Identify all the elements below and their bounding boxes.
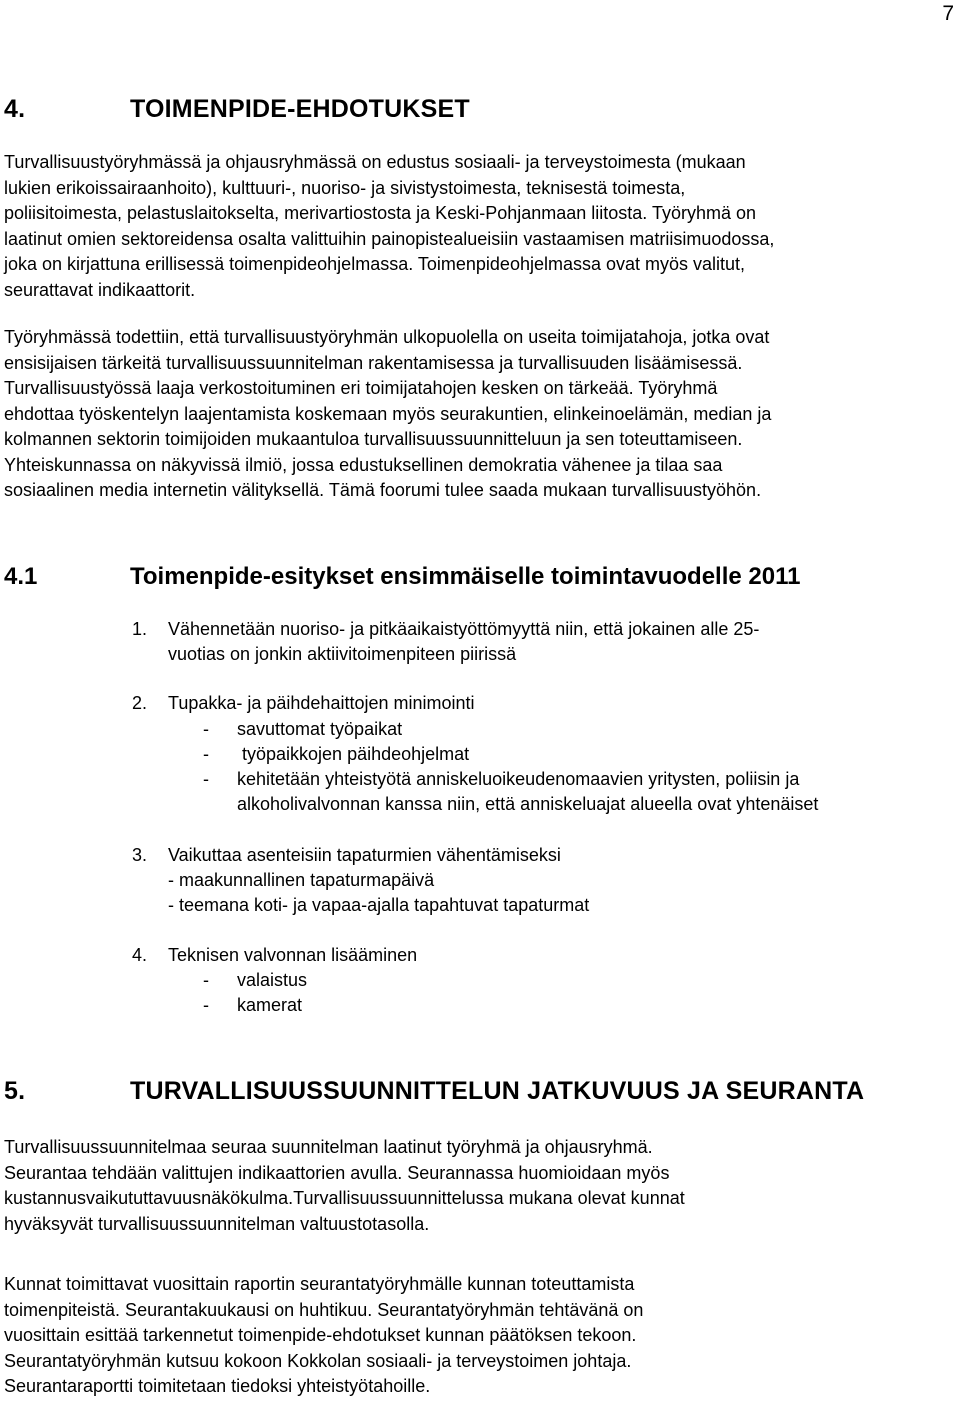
text-line: Kunnat toimittavat vuosittain raportin seurantatyöryhmälle kunnan toteuttamista <box>4 1274 635 1294</box>
sub-item-text: työpaikkojen päihdeohjelmat <box>237 744 470 764</box>
text-line: ehdottaa työskentelyn laajentamista koskemaan myös seurakuntien, elinkeinoelämän, median ja <box>4 403 772 424</box>
sub-item-text: kamerat <box>237 995 303 1015</box>
section-number: 5. <box>4 1077 26 1105</box>
section-4-1-heading <box>4 563 800 591</box>
section-number: 4.1 <box>4 563 38 590</box>
section-4-paragraph-2 <box>4 325 954 504</box>
text-line: sosiaalinen media internetin välityksellä. Tämä foorumi tulee saada mukaan turvallisuustyöhön. <box>4 480 762 500</box>
text-line: laatinut omien sektoreidensa osalta valittuihin painopistealueisiin vastaamisen matriisimuodossa, <box>4 228 775 249</box>
section-title: TURVALLISUUSSUUNNITTELUN JATKUVUUS JA SEURANTA <box>130 1077 865 1105</box>
text-line: seurattavat indikaattorit. <box>4 279 196 300</box>
list-item-text: Teknisen valvonnan lisääminen <box>168 945 418 965</box>
section-number: 4. <box>4 95 26 123</box>
sub-item-text: savuttomat työpaikat <box>237 719 403 739</box>
text-line: Seurantaa tehdään valittujen indikaattorien avulla. Seurannassa huomioidaan myös <box>4 1162 670 1183</box>
list-item-number: 2. <box>132 693 148 713</box>
text-line: ensisijaisen tärkeitä turvallisuussuunnitelman rakentamisessa ja turvallisuuden lisäämisessä. <box>4 352 743 373</box>
page-number: 7 <box>942 2 954 25</box>
text-line: Turvallisuustyössä laaja verkostoituminen eri toimijatahojen kesken on tärkeää. Työryhmä <box>4 378 718 398</box>
sub-item-dash: - <box>203 995 209 1015</box>
sub-item-dash: - <box>203 769 209 789</box>
text-line: Turvallisuussuunnitelmaa seuraa suunnitelman laatinut työryhmä ja ohjausryhmä. <box>4 1137 653 1157</box>
list-item-text: Tupakka- ja päihdehaittojen minimointi <box>168 693 475 713</box>
text-line: joka on kirjattuna erillisessä toimenpideohjelmassa. Toimenpideohjelmassa ovat myös valitut, <box>4 254 746 274</box>
text-line: kustannusvaikututtavuusnäkökulma.Turvallisuussuunnittelussa mukana olevat kunnat <box>4 1188 685 1208</box>
text-line: lukien erikoissairaanhoito), kulttuuri-, nuoriso- ja sivistystoimesta, teknisestä toimesta, <box>4 177 686 198</box>
sub-item-dash: - <box>203 719 209 739</box>
list-item-text: Vähennetään nuoriso- ja pitkäaikaistyöttömyyttä niin, että jokainen alle 25- <box>168 619 760 639</box>
text-line: Seurantatyöryhmän kutsuu kokoon Kokkolan sosiaali- ja terveystoimen johtaja. <box>4 1350 632 1371</box>
list-item-number: 4. <box>132 945 148 965</box>
sub-item-dash: - <box>203 970 209 990</box>
text-line: Työryhmässä todettiin, että turvallisuustyöryhmän ulkopuolella on useita toimijatahoja, jotka ovat <box>4 327 770 347</box>
section-5-paragraph-2 <box>4 1272 954 1400</box>
list-item-line: - maakunnallinen tapaturmapäivä <box>168 870 435 890</box>
section-4-paragraph-1 <box>4 150 954 303</box>
section-title: Toimenpide-esitykset ensimmäiselle toimintavuodelle 2011 <box>130 563 801 590</box>
sub-item-text-continued: alkoholivalvonnan kanssa niin, että anniskeluajat alueella ovat yhtenäiset <box>237 794 819 814</box>
list-item-number: 3. <box>132 845 148 865</box>
list-item-text-continued: vuotias on jonkin aktiivitoimenpiteen piirissä <box>168 644 517 664</box>
text-line: Turvallisuustyöryhmässä ja ohjausryhmässä on edustus sosiaali- ja terveystoimesta (mukaan <box>4 152 746 172</box>
text-line: hyväksyvät turvallisuussuunnitelman valtuustotasolla. <box>4 1213 430 1234</box>
text-line: poliisitoimesta, pelastuslaitokselta, merivartiostosta ja Keski-Pohjanmaan liitosta. Työryhmä on <box>4 203 757 223</box>
sub-item-text: kehitetään yhteistyötä anniskeluoikeudenomaavien yritysten, poliisin ja <box>237 769 800 789</box>
section-5-heading <box>4 1077 864 1106</box>
text-line: kolmannen sektorin toimijoiden mukaantuloa turvallisuussuunnitteluun ja sen toteuttamiseen. <box>4 429 743 449</box>
text-line: Seurantaraportti toimitetaan tiedoksi yhteistyötahoille. <box>4 1376 431 1396</box>
sub-item-dash: - <box>203 744 209 764</box>
text-line: toimenpiteistä. Seurantakuukausi on huhtikuu. Seurantatyöryhmän tehtävänä on <box>4 1299 644 1320</box>
text-line: vuosittain esittää tarkennetut toimenpide-ehdotukset kunnan päätöksen tekoon. <box>4 1325 637 1345</box>
text-line: Yhteiskunnassa on näkyvissä ilmiö, jossa edustuksellinen demokratia vähenee ja tilaa saa <box>4 454 723 475</box>
section-5-paragraph-1 <box>4 1135 954 1237</box>
section-title: TOIMENPIDE-EHDOTUKSET <box>130 95 470 123</box>
list-item-line: - teemana koti- ja vapaa-ajalla tapahtuvat tapaturmat <box>168 895 590 915</box>
list-item-number: 1. <box>132 619 148 639</box>
list-item-text: Vaikuttaa asenteisiin tapaturmien vähentämiseksi <box>168 845 561 865</box>
section-4-heading <box>4 95 470 124</box>
sub-item-text: valaistus <box>237 970 308 990</box>
